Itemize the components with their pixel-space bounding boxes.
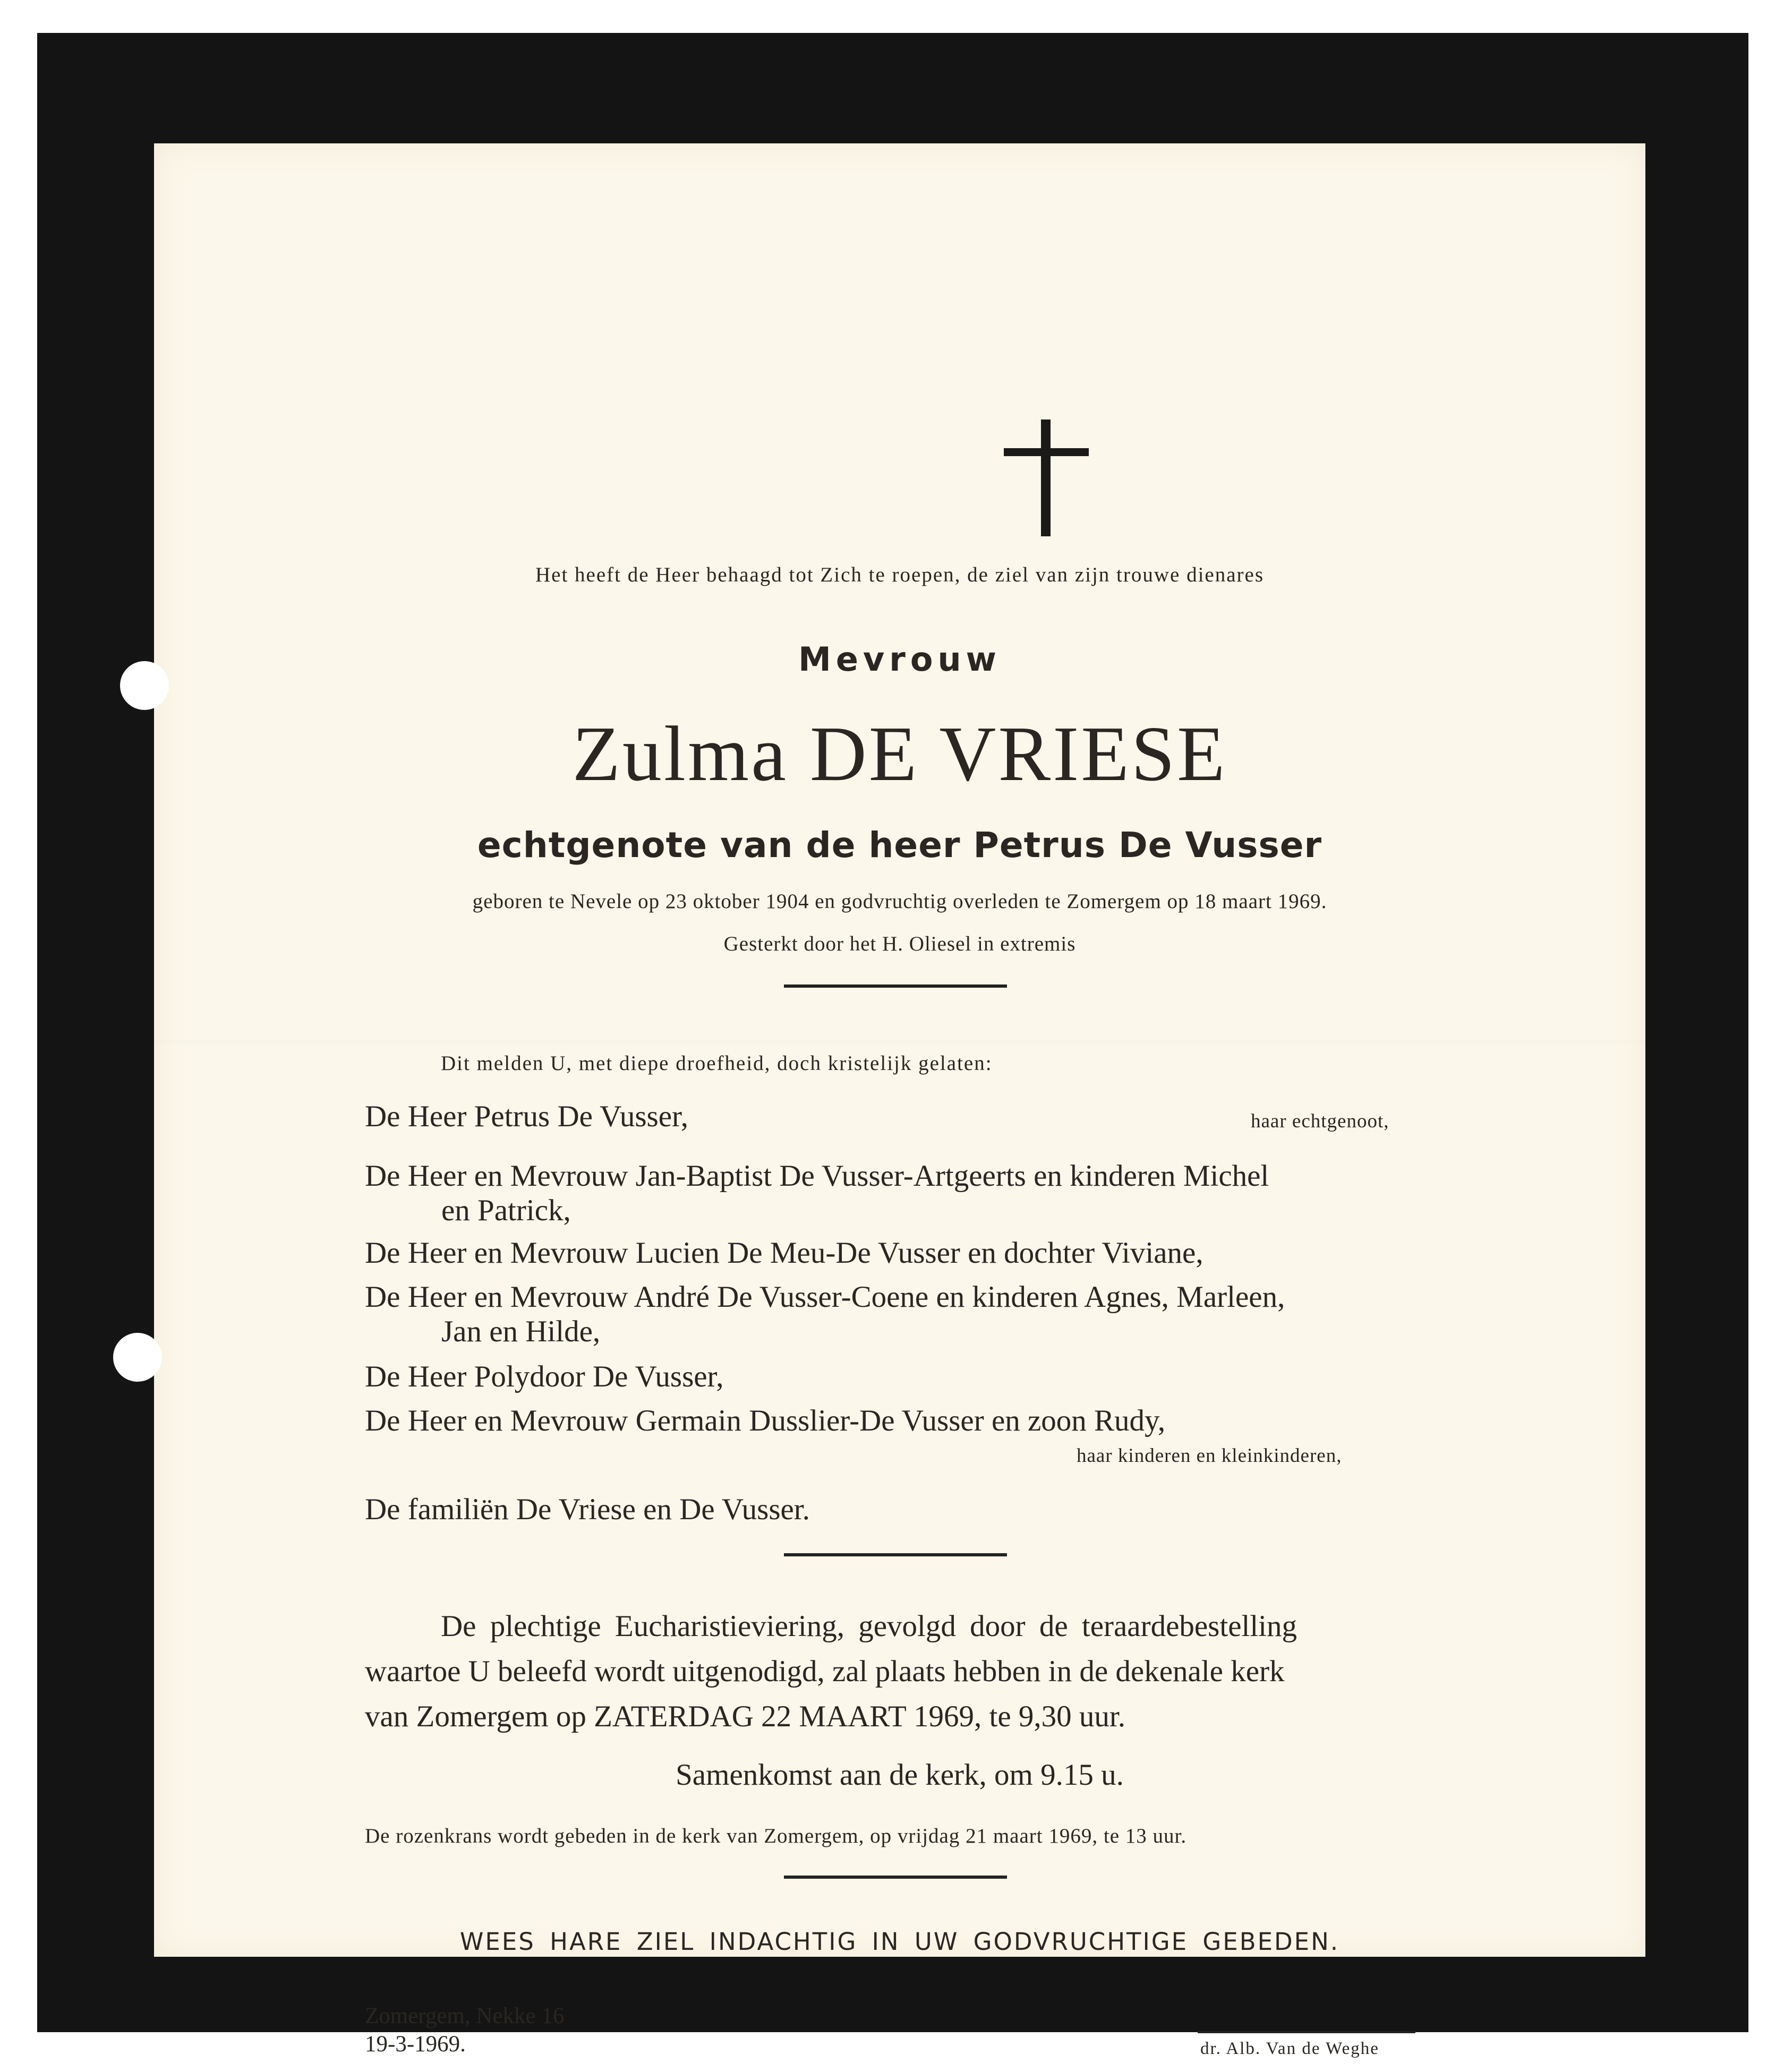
- deceased-name: Zulma DE VRIESE: [572, 710, 1227, 798]
- mourner-line: De Heer en Mevrouw Jan-Baptist De Vusser-Artgeerts en kinderen Michel: [365, 1159, 1269, 1193]
- paper-fold: [154, 1041, 1645, 1044]
- gathering-line: Samenkomst aan de kerk, om 9.15 u.: [676, 1758, 1124, 1792]
- title-prefix: Mevrouw: [798, 640, 1001, 679]
- intro-text: Het heeft de Heer behaagd tot Zich te roepen, de ziel van zijn trouwe dienares: [535, 563, 1265, 586]
- printer-credit: dr. Alb. Van de Weghe: [1200, 2039, 1379, 2058]
- ceremony-line: waartoe U beleefd wordt uitgenodigd, zal plaats hebben in de dekenale kerk: [365, 1655, 1285, 1688]
- mourner-spouse: De Heer Petrus De Vusser,: [365, 1100, 688, 1133]
- divider: [784, 1553, 1007, 1556]
- printer-rule: [1198, 2031, 1415, 2033]
- mourner-line: Jan en Hilde,: [441, 1315, 601, 1348]
- ceremony-line: van Zomergem op ZATERDAG 22 MAART 1969, te 9,30 uur.: [365, 1700, 1126, 1733]
- birth-death-line: geboren te Nevele op 23 oktober 1904 en godvruchtig overleden te Zomergem op 18 maart 1969.: [472, 890, 1327, 913]
- spouse-line: echtgenote van de heer Petrus De Vusser: [477, 825, 1322, 866]
- mourners-intro: Dit melden U, met diepe droefheid, doch kristelijk gelaten:: [441, 1052, 993, 1075]
- mourner-line: De Heer Polydoor De Vusser,: [365, 1360, 724, 1393]
- children-relation: haar kinderen en kleinkinderen,: [1077, 1445, 1342, 1467]
- sacrament-line: Gesterkt door het H. Oliesel in extremis: [723, 932, 1076, 955]
- footer-date: 19-3-1969.: [365, 2032, 466, 2057]
- punch-hole: [120, 661, 169, 710]
- divider: [784, 984, 1007, 988]
- cross-icon: [1004, 419, 1089, 536]
- mourner-line: De Heer en Mevrouw André De Vusser-Coene en kinderen Agnes, Marleen,: [365, 1280, 1285, 1314]
- families-line: De familiën De Vriese en De Vusser.: [365, 1493, 810, 1526]
- death-notice-card: [154, 143, 1645, 2058]
- ceremony-line: De plechtige Eucharistieviering, gevolgd door de teraardebestelling: [441, 1609, 1298, 1643]
- punch-hole: [113, 1333, 162, 1382]
- mourner-line: De Heer en Mevrouw Germain Dusslier-De Vusser en zoon Rudy,: [365, 1404, 1166, 1437]
- rosary-line: De rozenkrans wordt gebeden in de kerk van Zomergem, op vrijdag 21 maart 1969, te 13 uur.: [365, 1825, 1187, 1847]
- mourner-line: en Patrick,: [441, 1194, 571, 1227]
- divider: [784, 1876, 1007, 1879]
- footer-address: Zomergem, Nekke 16: [365, 2003, 565, 2028]
- prayer-line: WEES HARE ZIEL INDACHTIG IN UW GODVRUCHTIGE GEBEDEN.: [459, 1928, 1340, 1956]
- mourner-line: De Heer en Mevrouw Lucien De Meu-De Vusser en dochter Viviane,: [365, 1236, 1203, 1270]
- mourner-spouse-relation: haar echtgenoot,: [1251, 1110, 1389, 1132]
